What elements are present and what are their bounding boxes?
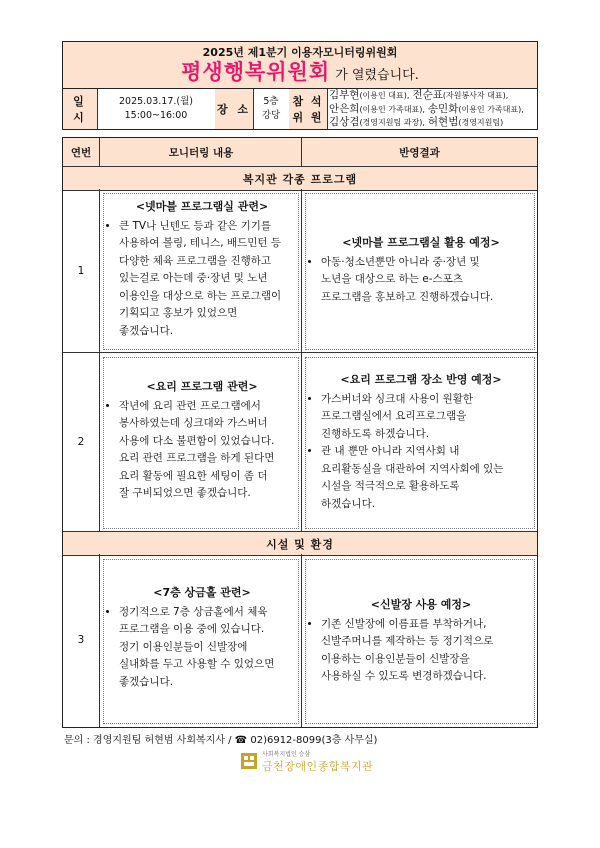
date-text: 2025.03.17.(월) — [118, 96, 193, 107]
attendees-list — [329, 89, 535, 130]
col-header-content: 모니터링 내용 — [99, 138, 302, 167]
header-subtitle: 2025년 제1분기 이용자모니터링위원회 — [202, 46, 398, 59]
time-text: 15:00~16:00 — [124, 110, 188, 121]
attendees-label: 참 석 위 원 — [289, 89, 327, 129]
row-2-result: <요리 프로그램 장소 반영 예정> • 가스버너와 싱크대 사용이 원활한 프로그램실에서 요리프로그램을 진행하도록 하겠습니다. • 관 내 뿐만 아니라 지역사회 내 요리활동실을 대관하여 지역사회에 있는 시설을 적극적으로 활용하도록 하겠습니다. — [309, 371, 533, 513]
row-1-content: <넷마블 프로그램실 관련> • 큰 TV나 닌텐도 등과 같은 기기를 사용하여 볼링, 테니스, 배드민턴 등 다양한 체육 프로그램을 진행하고 있는걸로 아는데 중·장년 및 노년 이용인을 대상으로 하는 프로그램이 기획되고 홍보가 있었으면 좋겠습니다. — [107, 198, 297, 340]
monitoring-table — [62, 137, 538, 728]
place-label: 장 소 — [215, 89, 253, 129]
row-3-content: <7층 상금홀 관련> • 정기적으로 7층 상금홀에서 체육 프로그램을 이용 중에 있습니다. 정기 이용인분들이 신발장에 실내화를 두고 사용할 수 있었으면 좋겠습니다. — [107, 584, 297, 691]
org-logo-subtitle: 사회복지법인 승삼 — [262, 750, 311, 758]
row-number: 2 — [77, 435, 85, 448]
place-value — [253, 89, 289, 129]
header-title-main: 평생행복위원회 — [181, 60, 331, 84]
row-1-result: <넷마블 프로그램실 활용 예정> • 아동·청소년뿐만 아니라 중·장년 및 노년을 대상으로 하는 e-스포츠 프로그램을 홍보하고 진행하겠습니다. — [309, 234, 533, 306]
col-header-result: 반영결과 — [301, 138, 537, 167]
place-floor: 5층 — [263, 96, 279, 107]
meeting-info — [62, 88, 538, 130]
attendees-line-3: 김상겸(경영지원팀 과장), 허현범(경영지원팀) — [329, 116, 504, 128]
contact-info: 문의 : 경영지원팀 허현범 사회복지사 / ☎ 02)6912-8099(3층 사무실) — [64, 735, 378, 746]
row-2-content: <요리 프로그램 관련> • 작년에 요리 관련 프로그램에서 봉사하였는데 싱크대와 가스버너 사용에 다소 불편함이 있었습니다. 요리 관련 프로그램을 하게 된다면 요리 활동에 필요한 세팅이 좀 더 잘 구비되었으면 좋겠습니다. — [107, 378, 297, 503]
place-room: 강당 — [261, 110, 281, 121]
org-logo-name: 금천장애인종합복지관 — [262, 759, 374, 773]
org-logo-icon — [240, 752, 258, 770]
header-title — [63, 56, 537, 86]
attendees-line-1: 김부현(이용인 대표), 전순표(자원봉사자 대표), — [329, 89, 509, 101]
date-value — [97, 89, 215, 129]
section-title-programs: 복지관 각종 프로그램 — [63, 166, 537, 191]
col-header-no: 연번 — [63, 138, 99, 167]
date-label: 일 시 — [63, 89, 97, 129]
header-banner — [62, 41, 538, 88]
header-title-suffix: 가 열렸습니다. — [335, 68, 419, 83]
attendees-line-2: 안은희(이용인 가족대표), 송민화(이용인 가족대표), — [329, 102, 524, 115]
row-3-result: <신발장 사용 예정> • 기존 신발장에 이름표를 부착하거나, 신발주머니를 제작하는 등 정기적으로 이용하는 이용인분들이 신발장을 사용하실 수 있도록 변경하겠습니다. — [309, 596, 533, 686]
section-title-facilities: 시설 및 환경 — [63, 531, 537, 556]
row-number: 1 — [77, 264, 85, 277]
row-number: 3 — [77, 634, 85, 646]
org-logo — [240, 748, 373, 774]
